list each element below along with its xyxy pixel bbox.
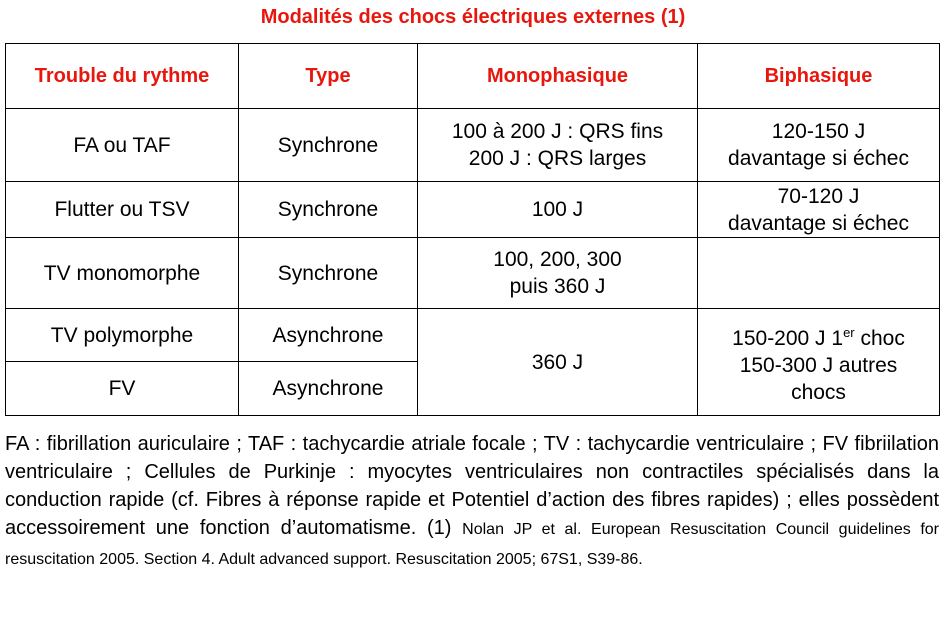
header-row — [6, 44, 940, 109]
superscript: er — [843, 324, 855, 340]
header-type: Type — [239, 44, 418, 109]
cell-trouble: FV — [6, 362, 239, 416]
cell-line: davantage si échec — [728, 211, 909, 235]
cell-mono — [418, 109, 698, 182]
cell-bi — [698, 109, 940, 182]
cell-type: Synchrone — [239, 182, 418, 238]
cell-line: 100 à 200 J : QRS fins — [451, 120, 664, 143]
cell-mono — [418, 238, 698, 309]
cell-type: Synchrone — [239, 238, 418, 309]
cell-mono — [418, 182, 698, 238]
cell-line: 100, 200, 300 — [493, 248, 622, 271]
table-row — [6, 182, 940, 238]
cell-text: choc — [854, 326, 905, 350]
footnote-text: FA : fibrillation auriculaire ; TAF : tachycardie atriale focale ; TV : tachycardie ventriculaire ; FV fibriilation ventriculaire ; Cellules de Purkinje : myocytes ventriculaires non contractiles spécialisés dans la conduction rapide (cf. Fibres à réponse rapide et Potentiel d’action des fibres rapides) ; elles possèdent accessoirement une fonction d’automatisme. (1) — [5, 433, 939, 539]
table-row — [6, 109, 940, 182]
cell-line: 200 J : QRS larges — [468, 147, 647, 170]
cell-line: 70-120 J — [777, 184, 860, 208]
header-trouble: Trouble du rythme — [6, 44, 239, 109]
page-title: Modalités des chocs électriques externes (1) — [260, 6, 686, 28]
cell-bi-merged — [698, 309, 940, 416]
cell-line: 150-300 J autres — [739, 353, 898, 377]
cell-line: chocs — [791, 380, 846, 404]
cell-bi-empty — [698, 238, 940, 309]
cell-line: 120-150 J — [771, 120, 866, 143]
shock-modalities-table — [5, 43, 940, 416]
cell-trouble: TV monomorphe — [6, 238, 239, 309]
header-biphasique: Biphasique — [698, 44, 940, 109]
cell-bi — [698, 182, 940, 238]
cell-trouble: TV polymorphe — [6, 309, 239, 362]
footnote-reference: Nolan JP et al. European Resuscitation Council guidelines for resuscitation 2005. Section 4. Adult advanced support. Resuscitation 2005; 67S1, S39-86. — [5, 521, 940, 568]
cell-type: Asynchrone — [239, 309, 418, 362]
table-row — [6, 238, 940, 309]
cell-type: Asynchrone — [239, 362, 418, 416]
cell-type: Synchrone — [239, 109, 418, 182]
cell-trouble: Flutter ou TSV — [6, 182, 239, 238]
cell-mono-merged: 360 J — [418, 309, 698, 416]
cell-line: puis 360 J — [509, 275, 606, 298]
cell-line — [700, 319, 937, 352]
cell-text: 150-200 J 1 — [732, 326, 844, 350]
cell-line: davantage si échec — [728, 147, 909, 170]
cell-trouble: FA ou TAF — [6, 109, 239, 182]
cell-line: 100 J — [531, 198, 584, 221]
footnote — [5, 430, 939, 574]
table-row — [6, 309, 940, 362]
header-monophasique: Monophasique — [418, 44, 698, 109]
